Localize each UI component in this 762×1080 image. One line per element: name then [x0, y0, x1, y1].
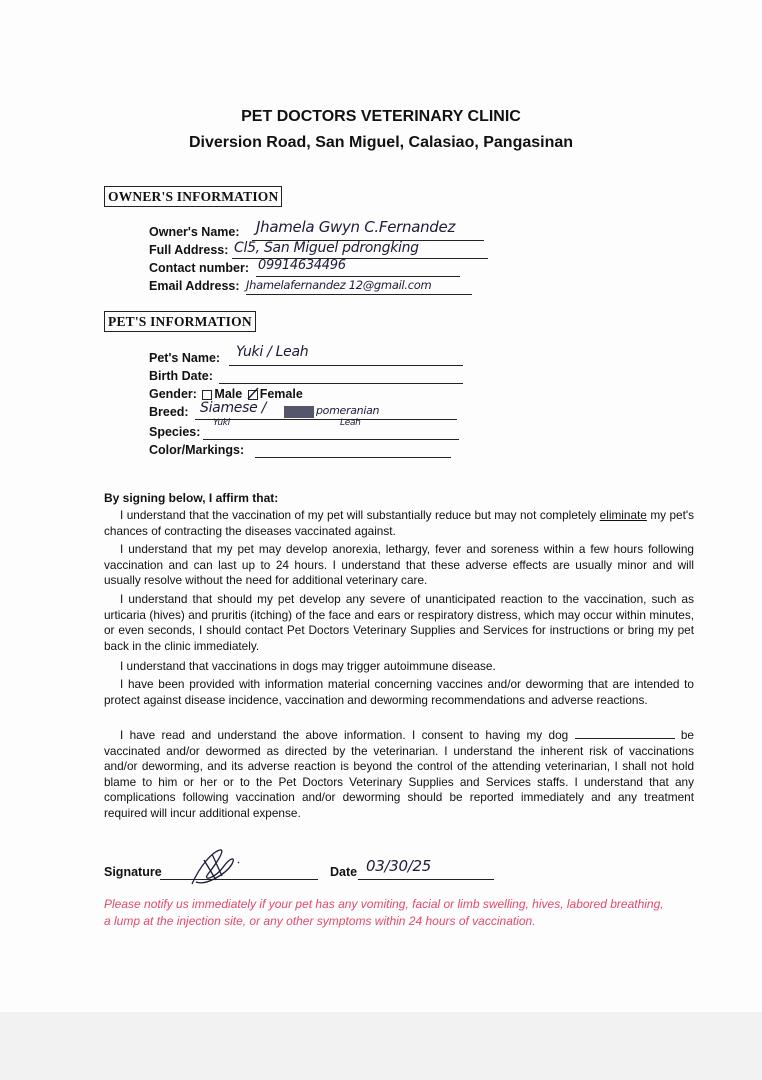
clinic-address: Diversion Road, San Miguel, Calasiao, Pangasinan: [188, 134, 574, 151]
pet-name-value[interactable]: Yuki / Leah: [236, 344, 309, 360]
date-label: Date: [330, 865, 358, 879]
breed-note-1: Yuki: [213, 418, 230, 428]
breed-line: [195, 419, 457, 420]
contact-line: [256, 276, 460, 277]
male-checkbox[interactable]: [202, 390, 212, 400]
contact-label: Contact number:: [149, 261, 249, 275]
underlined-word: eliminate: [599, 508, 647, 522]
affirmation-paragraph-4: I understand that vaccinations in dogs may trigger autoimmune disease.: [120, 659, 496, 673]
date-line: [358, 879, 494, 880]
breed-value-2[interactable]: pomeranian: [316, 404, 380, 417]
clinic-name: PET DOCTORS VETERINARY CLINIC: [241, 108, 521, 125]
dog-name-blank[interactable]: [575, 728, 675, 739]
affirmation-paragraph-3: I understand that should my pet develop any severe of unanticipated reaction to the vaccination, such as urticaria (hives) and pruritis (itching) of the face and ears or respiratory distress, which may occur within minutes, or even seconds, I should contact Pet Doctors Veterinary Supplies and Services for instructions or bring my pet back in the clinic immediately.: [104, 592, 694, 653]
pet-name-label: Pet's Name:: [149, 351, 221, 365]
species-line[interactable]: [203, 439, 459, 440]
address-value[interactable]: Cl5, San Miguel pdrongking: [234, 240, 419, 256]
affirmation-paragraph-2: I understand that my pet may develop anorexia, lethargy, fever and soreness within a few hours following vaccination and can last up to 24 hours. I understand that these adverse effects are usually minor and will usually resolve without the need for additional veterinary care.: [104, 542, 694, 588]
scan-margin: [0, 1012, 762, 1080]
owner-name-value[interactable]: Jhamela Gwyn C.Fernandez: [256, 218, 456, 236]
birth-date-label: Birth Date:: [149, 369, 213, 383]
female-option: Female: [259, 387, 303, 401]
affirmation-paragraph-5: I have been provided with information material concerning vaccines and/or deworming that are intended to protect against disease incidence, vaccination and deworming recommendations and adverse reactions.: [104, 677, 694, 707]
email-value[interactable]: Jhamelafernandez 12@gmail.com: [246, 278, 432, 292]
contact-value[interactable]: 09914634496: [258, 258, 346, 273]
checkmark-icon: [246, 387, 260, 401]
owner-name-label: Owner's Name:: [149, 225, 240, 239]
email-label: Email Address:: [149, 279, 240, 293]
affirmation-heading: By signing below, I affirm that:: [104, 491, 279, 505]
signature-label: Signature: [104, 865, 162, 879]
notice-text: Please notify us immediately if your pet has any vomiting, facial or limb swelling, hives, labored breathing, a lump at the injection site, or any other symptoms within 24 hours of vaccination.: [104, 897, 664, 928]
color-line[interactable]: [255, 457, 451, 458]
breed-value-1[interactable]: Siamese /: [200, 400, 266, 416]
gender-label: Gender:: [149, 387, 197, 401]
birth-date-line[interactable]: [219, 383, 463, 384]
species-label: Species:: [149, 425, 201, 439]
date-value[interactable]: 03/30/25: [366, 857, 431, 875]
owner-section-heading: OWNER'S INFORMATION: [104, 186, 282, 207]
signature-mark[interactable]: [186, 846, 246, 890]
female-checkbox[interactable]: [248, 390, 258, 400]
scribble-mark: [284, 406, 314, 418]
pet-name-line: [229, 365, 463, 366]
affirmation-paragraph-6: I have read and understand the above information. I consent to having my dog be vaccinated and/or dewormed as directed by the veterinarian. I understand the inherent risk of vaccinations and/or deworming, and its adverse reaction is beyond the control of the attending veterinarian, I shall not hold blame to him or her or to the Pet Doctors Veterinary Supplies and Services staffs. I understand that any complications following vaccination and/or deworming should be reported immediately and any treatment required will incur additional expense.: [104, 728, 694, 820]
breed-label: Breed:: [149, 405, 189, 419]
address-label: Full Address:: [149, 243, 229, 257]
male-option: Male: [214, 387, 243, 401]
pet-section-heading: PET'S INFORMATION: [104, 311, 256, 332]
affirmation-paragraph-1: I understand that the vaccination of my pet will substantially reduce but may not completely eliminate my pet's chances of contracting the diseases vaccinated against.: [104, 508, 695, 538]
color-label: Color/Markings:: [149, 443, 245, 457]
email-line: [246, 294, 472, 295]
breed-note-2: Leah: [340, 418, 361, 428]
